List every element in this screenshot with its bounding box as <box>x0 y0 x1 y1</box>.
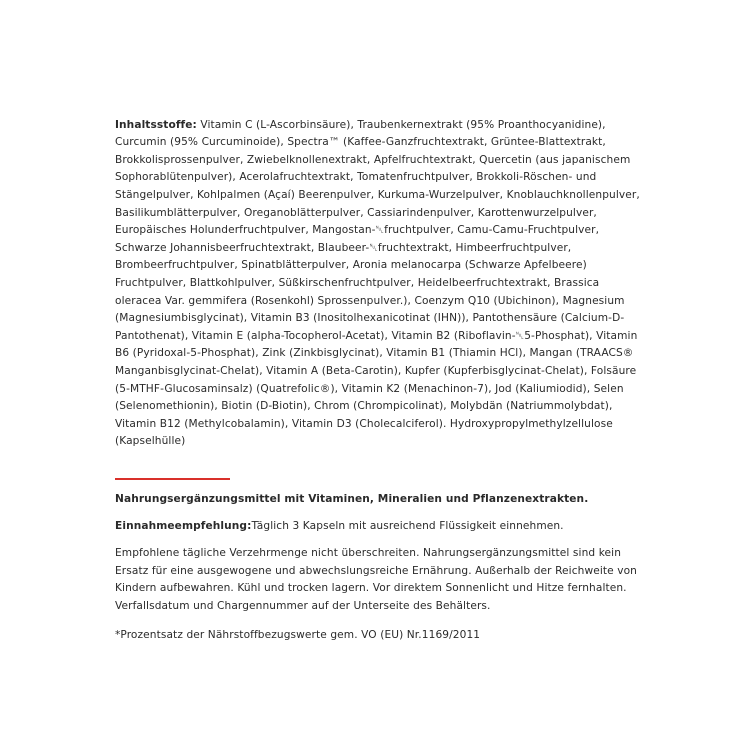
ingredients-text: Vitamin C (L-Ascorbinsäure), Traubenkernextrakt (95% Proanthocyanidine), Curcumin (95% Curcuminoide), Spectra™ (Kaffee-Ganzfruchtextrakt, Grüntee-Blattextrakt, Brokkolisprossenpulver, Zwiebelknollenextrakt, Apfelfruchtextrakt, Quercetin (aus japanischem Sophorablütenpulver), Acerolafruchtextrakt, Tomatenfruchtpulver, Brokkoli-Röschen- und Stängelpulver, Kohlpalmen (Açaí) Beerenpulver, Kurkuma-Wurzelpulver, Knoblauchknollenpulver, Basilikumblätterpulver, Oreganoblätterpulver, Cassiarindenpulver, Karottenwurzelpulver, Europäisches Holunderfruchtpulver, Mangostan-␀fruchtpulver, Camu-Camu-Fruchtpulver, Schwarze Johannisbeerfruchtextrakt, Blaubeer-␀fruchtextrakt, Himbeerfruchtpulver, Brombeerfruchtpulver, Spinatblätterpulver, Aronia melanocarpa (Schwarze Apfelbeere) Fruchtpulver, Blattkohlpulver, Süßkirschenfruchtpulver, Heidelbeerfruchtextrakt, Brassica oleracea Var. gemmifera (Rosenkohl) Sprossenpulver.), Coenzym Q10 (Ubichinon), Magnesium (Magnesiumbisglycinat), Vitamin B3 (Inositolhexanicotinat (IHN)), Pantothensäure (Calcium-D-Pantothenat), Vitamin E (alpha-Tocopherol-Acetat), Vitamin B2 (Riboflavin-␀5-Phosphat), Vitamin B6 (Pyridoxal-5-Phosphat), Zink (Zinkbisglycinat), Vitamin B1 (Thiamin HCl), Mangan (TRAACS® Manganbisglycinat-Chelat), Vitamin A (Beta-Carotin), Kupfer (Kupferbisglycinat-Chelat), Folsäure (5-MTHF-Glucosaminsalz) (Quatrefolic®), Vitamin K2 (Menachinon-7), Jod (Kaliumiodid), Selen (Selenomethionin), Biotin (D-Biotin), Chrom (Chrompicolinat), Molybdän (Natriummolybdat), Vitamin B12 (Methylcobalamin), Vitamin D3 (Cholecalciferol). Hydroxypropylmethylzellulose (Kapselhülle) <box>115 118 640 448</box>
warning-paragraph: Empfohlene tägliche Verzehrmenge nicht überschreiten. Nahrungsergänzungsmittel sind kein Ersatz für eine ausgewogene und abwechslungsreiche Ernährung. Außerhalb der Reichweite von Kindern aufbewahren. Kühl und trocken lagern. Vor direktem Sonnenlicht und Hitze fernhalten. Verfallsdatum und Chargennummer auf der Unterseite des Behälters. <box>115 547 637 612</box>
intake-text: Täglich 3 Kapseln mit ausreichend Flüssigkeit einnehmen. <box>251 520 564 532</box>
intake-label: Einnahmeempfehlung: <box>115 520 252 532</box>
intake-recommendation <box>115 518 645 536</box>
ingredients-label: Inhaltsstoffe: <box>115 118 197 131</box>
red-divider <box>115 478 230 480</box>
ingredients-paragraph <box>115 117 645 451</box>
footnote: *Prozentsatz der Nährstoffbezugswerte gem. VO (EU) Nr.1169/2011 <box>115 629 481 641</box>
product-type: Nahrungsergänzungsmittel mit Vitaminen, Mineralien und Pflanzenextrakten. <box>115 493 589 505</box>
